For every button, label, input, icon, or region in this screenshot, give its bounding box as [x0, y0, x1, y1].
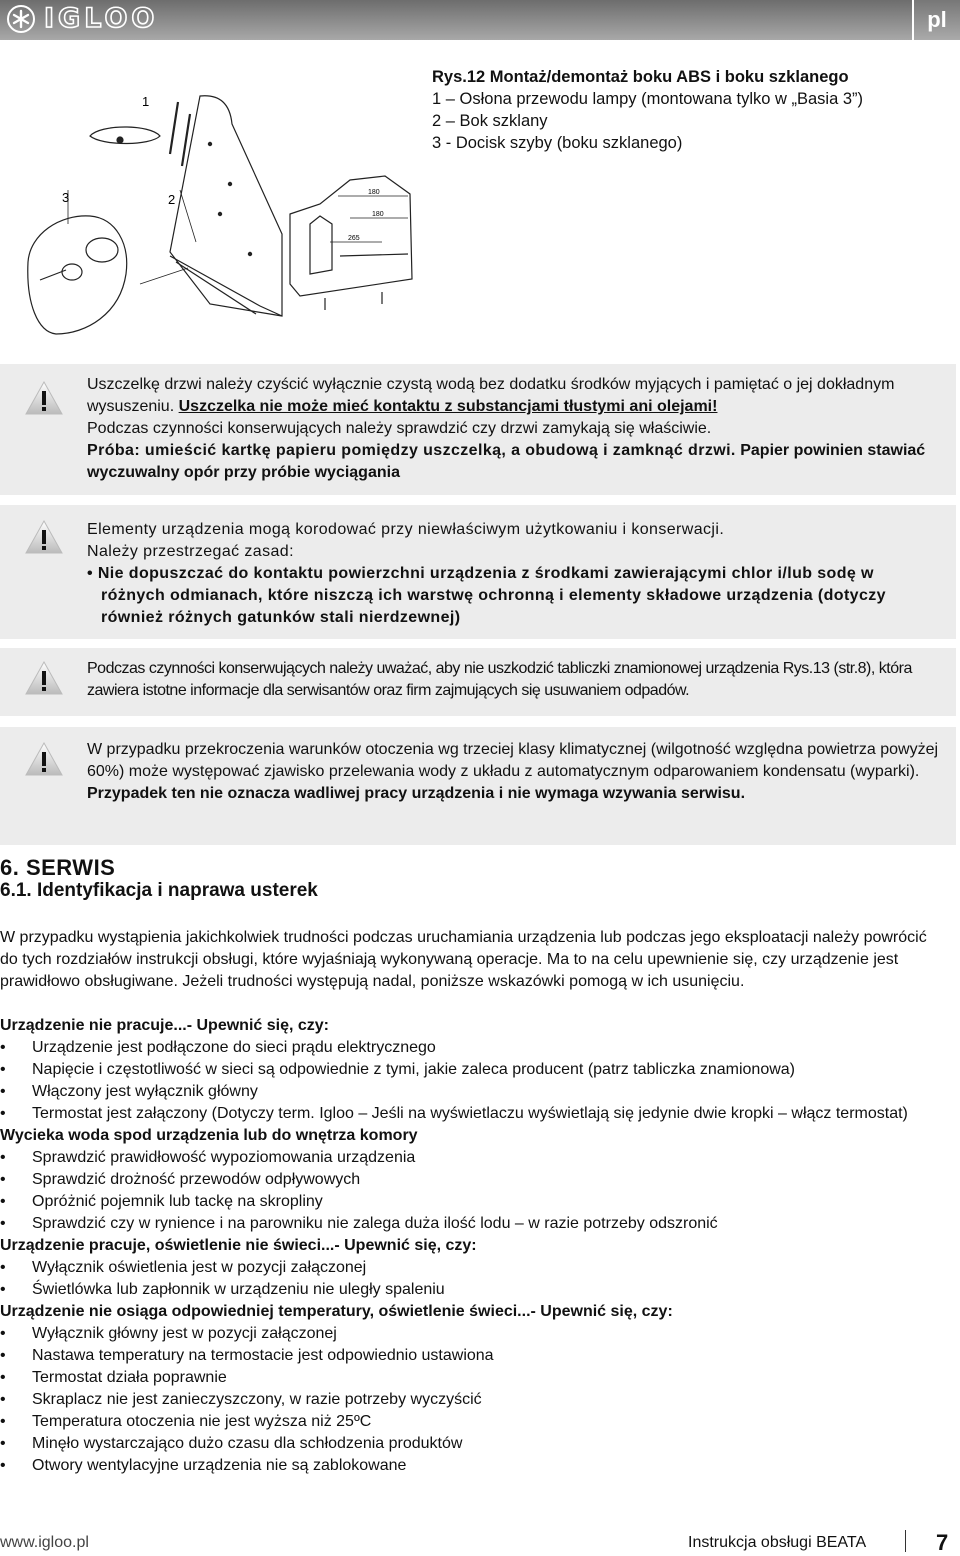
note-paragraph: Należy przestrzegać zasad:	[87, 543, 294, 560]
dimension-label: 180	[368, 189, 380, 196]
list-item: • Opróżnić pojemnik lub tackę na skropliny	[0, 1191, 930, 1213]
igloo-logo	[6, 4, 158, 34]
warning-note	[0, 505, 956, 639]
logo-text: IGLOO	[44, 3, 159, 34]
dimension-label: 265	[348, 235, 360, 242]
list-item: • Świetlówka lub zapłonnik w urządzeniu nie uległy spaleniu	[0, 1279, 930, 1301]
list-item: • Minęło wystarczająco dużo czasu dla schłodzenia produktów	[0, 1433, 930, 1455]
intro-paragraph: W przypadku wystąpienia jakichkolwiek trudności podczas uruchamiania urządzenia lub podczas jego eksploatacji należy powrócić do tych rozdziałów instrukcji obsługi, które wyjaśniają wykonywaną operacje. Ma to na celu upewnienie się, czy urządzenie jest prawidłowo obsługiwane. Jeżeli trudności występują nadal, poniższe wskazówki pomogą w ich usunięciu.	[0, 929, 927, 990]
warning-note	[0, 364, 956, 495]
warning-note	[0, 648, 956, 716]
subsection-heading: 6.1. Identyfikacja i naprawa usterek	[0, 880, 318, 901]
list-item: • Termostat działa poprawnie	[0, 1367, 930, 1389]
note-paragraph: W przypadku przekroczenia warunków otoczenia wg trzeciej klasy klimatycznej (wilgotność względna powietrza powyżej 60%) może występować zjawisko przelewania wody z układu z automatycznym odparowaniem kondensatu (wyparki).	[87, 741, 939, 780]
list-item: • Otwory wentylacyjne urządzenia nie są zablokowane	[0, 1455, 930, 1477]
note-paragraph: Podczas czynności konserwujących należy uważać, aby nie uszkodzić tabliczki znamionowej urządzenia Rys.13 (str.8), która zawiera istotne informacje dla serwisantów oraz firm zajmujących się usuwaniem odpadów.	[87, 660, 912, 699]
warning-note	[0, 727, 956, 845]
section-heading: 6. SERWIS	[0, 855, 116, 880]
page-footer	[0, 1530, 960, 1556]
note-bold-text: Próba: umieścić kartkę papieru pomiędzy uszczelką, a obudową i zamknąć drzwi.	[87, 442, 736, 459]
page-number: 7	[936, 1530, 949, 1555]
callout-3: 3	[62, 190, 70, 205]
note-bold-text: Papier powinien stawiać wyczuwalny opór przy próbie wyciągania	[87, 442, 926, 481]
figure-caption-title: Rys.12 Montaż/demontaż boku ABS i boku szklanego	[432, 68, 849, 86]
list-item: • Wyłącznik główny jest w pozycji załączonej	[0, 1323, 930, 1345]
snowflake-icon	[6, 4, 36, 34]
list-item: • Skraplacz nie jest zanieczyszczony, w razie potrzeby wyczyścić	[0, 1389, 930, 1411]
list-item: • Urządzenie jest podłączone do sieci prądu elektrycznego	[0, 1037, 930, 1059]
callout-1: 1	[142, 94, 150, 109]
warning-triangle-icon	[24, 519, 64, 555]
brand-bar	[0, 0, 912, 40]
page-header	[0, 0, 960, 40]
figure-caption-line: 1 – Osłona przewodu lampy (montowana tylko w „Basia 3”)	[432, 90, 864, 108]
note-paragraph: Uszczelkę drzwi należy czyścić wyłącznie czystą wodą bez dodatku środków myjących i pamiętać o jej dokładnym wysuszeniu.	[87, 376, 895, 415]
figure-caption	[432, 66, 863, 154]
callout-2: 2	[168, 192, 176, 207]
figure-caption-line: 2 – Bok szklany	[432, 112, 548, 130]
list-item: • Wyłącznik oświetlenia jest w pozycji załączonej	[0, 1257, 930, 1279]
note-paragraph: Podczas czynności konserwujących należy sprawdzić czy drzwi zamykają się właściwie.	[87, 420, 712, 437]
trouble-heading: Urządzenie nie pracuje...- Upewnić się, czy:	[0, 1017, 329, 1034]
note-bullet: • Nie dopuszczać do kontaktu powierzchni urządzenia z środkami zawierającymi chlor i/lub sodę w różnych odmianach, które niszczą ich warstwę ochronną i elementy składowe urządzenia (dotyczy również różnych gatunków stali nierdzewnej)	[87, 565, 886, 626]
note-text	[87, 739, 942, 805]
list-item: • Sprawdzić czy w rynience i na parowniku nie zalega duża ilość lodu – w razie potrzeby odszronić	[0, 1213, 930, 1235]
assembly-drawing	[20, 84, 440, 354]
trouble-heading: Urządzenie nie osiąga odpowiedniej temperatury, oświetlenie świeci...- Upewnić się, czy:	[0, 1303, 673, 1320]
list-item: • Sprawdzić prawidłowość wypoziomowania urządzenia	[0, 1147, 930, 1169]
website-link[interactable]: www.igloo.pl	[0, 1534, 89, 1551]
note-text	[87, 374, 942, 484]
warning-triangle-icon	[24, 380, 64, 416]
detail-circle	[28, 216, 127, 334]
lamp-cover-detail	[90, 127, 160, 144]
note-paragraph: Elementy urządzenia mogą korodować przy niewłaściwym użytkowaniu i konserwacji.	[87, 521, 725, 538]
footer-divider	[905, 1530, 906, 1552]
list-item: • Włączony jest wyłącznik główny	[0, 1081, 930, 1103]
note-text	[87, 519, 942, 629]
troubleshooting-list	[0, 1015, 930, 1477]
figure-caption-line: 3 - Docisk szyby (boku szklanego)	[432, 134, 683, 152]
note-bold-text: Przypadek ten nie oznacza wadliwej pracy urządzenia i nie wymaga wzywania serwisu.	[87, 785, 746, 802]
trouble-heading: Urządzenie pracuje, oświetlenie nie świeci...- Upewnić się, czy:	[0, 1237, 477, 1254]
list-item: • Nastawa temperatury na termostacie jest odpowiednio ustawiona	[0, 1345, 930, 1367]
list-item: • Sprawdzić drożność przewodów odpływowych	[0, 1169, 930, 1191]
list-item: • Termostat jest załączony (Dotyczy term. Igloo – Jeśli na wyświetlaczu wyświetlają się jedynie dwie kropki – włącz termostat)	[0, 1103, 930, 1125]
list-item: • Temperatura otoczenia nie jest wyższa niż 25ºC	[0, 1411, 930, 1433]
warning-triangle-icon	[24, 741, 64, 777]
language-badge: pl	[914, 0, 960, 40]
dimension-label: 180	[372, 211, 384, 218]
trouble-heading: Wycieka woda spod urządzenia lub do wnętrza komory	[0, 1127, 418, 1144]
list-item: • Napięcie i częstotliwość w sieci są odpowiednie z tymi, jakie zaleca producent (patrz tabliczka znamionowa)	[0, 1059, 930, 1081]
warning-triangle-icon	[24, 660, 64, 696]
document-title: Instrukcja obsługi BEATA	[688, 1534, 867, 1551]
note-underlined-warning: Uszczelka nie może mieć kontaktu z substancjami tłustymi ani olejami!	[178, 398, 718, 415]
